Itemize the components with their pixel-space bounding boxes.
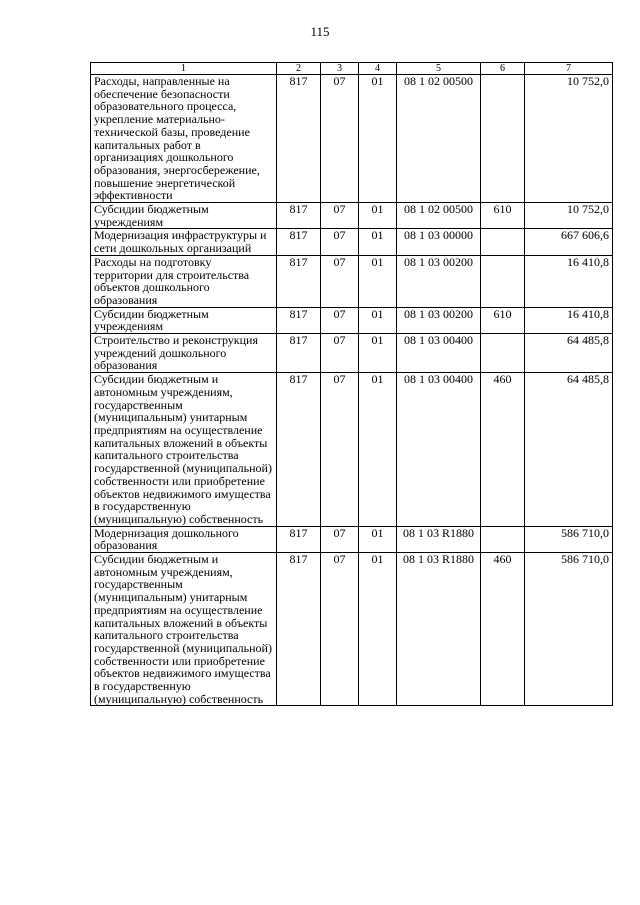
row-ved: 817 bbox=[277, 255, 321, 307]
row-sum: 64 485,8 bbox=[525, 334, 613, 373]
table-row bbox=[91, 373, 613, 526]
budget-table bbox=[90, 62, 613, 706]
row-ved: 817 bbox=[277, 334, 321, 373]
row-pr: 01 bbox=[359, 255, 397, 307]
row-vr bbox=[481, 75, 525, 203]
row-pr: 01 bbox=[359, 75, 397, 203]
row-vr bbox=[481, 229, 525, 255]
header-col-3: 3 bbox=[321, 63, 359, 75]
row-ved: 817 bbox=[277, 373, 321, 526]
row-pr: 01 bbox=[359, 373, 397, 526]
header-col-4: 4 bbox=[359, 63, 397, 75]
row-name: Субсидии бюджетным и автономным учреждениям, государственным (муниципальным) унитарным предприятиям на осуществление капитальных вложений в объекты капитального строительства государственной (муниципальной) собственности или приобретение объектов недвижимого имущества в государственную (муниципальную) собственность bbox=[91, 553, 277, 706]
row-vr: 460 bbox=[481, 553, 525, 706]
row-rz: 07 bbox=[321, 526, 359, 552]
row-ved: 817 bbox=[277, 229, 321, 255]
table-row bbox=[91, 307, 613, 333]
table-header-row bbox=[91, 63, 613, 75]
row-csr: 08 1 03 00400 bbox=[397, 334, 481, 373]
table-row bbox=[91, 75, 613, 203]
row-name: Модернизация дошкольного образования bbox=[91, 526, 277, 552]
table-row bbox=[91, 229, 613, 255]
header-col-2: 2 bbox=[277, 63, 321, 75]
row-sum: 667 606,6 bbox=[525, 229, 613, 255]
row-ved: 817 bbox=[277, 307, 321, 333]
row-csr: 08 1 03 00200 bbox=[397, 255, 481, 307]
header-col-1: 1 bbox=[91, 63, 277, 75]
row-rz: 07 bbox=[321, 75, 359, 203]
row-name: Субсидии бюджетным учреждениям bbox=[91, 203, 277, 229]
row-sum: 10 752,0 bbox=[525, 75, 613, 203]
row-ved: 817 bbox=[277, 203, 321, 229]
row-vr: 610 bbox=[481, 203, 525, 229]
row-rz: 07 bbox=[321, 203, 359, 229]
row-name: Модернизация инфраструктуры и сети дошкольных организаций bbox=[91, 229, 277, 255]
row-name: Субсидии бюджетным и автономным учреждениям, государственным (муниципальным) унитарным предприятиям на осуществление капитальных вложений в объекты капитального строительства государственной (муниципальной) собственности или приобретение объектов недвижимого имущества в государственную (муниципальную) собственность bbox=[91, 373, 277, 526]
row-csr: 08 1 02 00500 bbox=[397, 203, 481, 229]
row-name: Расходы на подготовку территории для строительства объектов дошкольного образования bbox=[91, 255, 277, 307]
row-rz: 07 bbox=[321, 307, 359, 333]
row-pr: 01 bbox=[359, 229, 397, 255]
row-rz: 07 bbox=[321, 255, 359, 307]
table-row bbox=[91, 553, 613, 706]
header-col-6: 6 bbox=[481, 63, 525, 75]
row-sum: 586 710,0 bbox=[525, 553, 613, 706]
row-pr: 01 bbox=[359, 553, 397, 706]
row-sum: 10 752,0 bbox=[525, 203, 613, 229]
row-rz: 07 bbox=[321, 229, 359, 255]
row-ved: 817 bbox=[277, 553, 321, 706]
row-pr: 01 bbox=[359, 526, 397, 552]
row-vr bbox=[481, 255, 525, 307]
row-csr: 08 1 02 00500 bbox=[397, 75, 481, 203]
row-csr: 08 1 03 R1880 bbox=[397, 553, 481, 706]
table-row bbox=[91, 334, 613, 373]
page-number: 115 bbox=[310, 24, 330, 39]
row-vr bbox=[481, 334, 525, 373]
row-pr: 01 bbox=[359, 203, 397, 229]
row-sum: 64 485,8 bbox=[525, 373, 613, 526]
table-row bbox=[91, 255, 613, 307]
row-vr: 610 bbox=[481, 307, 525, 333]
table-row bbox=[91, 203, 613, 229]
row-sum: 586 710,0 bbox=[525, 526, 613, 552]
header-col-7: 7 bbox=[525, 63, 613, 75]
row-csr: 08 1 03 R1880 bbox=[397, 526, 481, 552]
row-rz: 07 bbox=[321, 553, 359, 706]
row-csr: 08 1 03 00400 bbox=[397, 373, 481, 526]
row-csr: 08 1 03 00200 bbox=[397, 307, 481, 333]
row-rz: 07 bbox=[321, 334, 359, 373]
row-rz: 07 bbox=[321, 373, 359, 526]
header-col-5: 5 bbox=[397, 63, 481, 75]
row-ved: 817 bbox=[277, 75, 321, 203]
row-sum: 16 410,8 bbox=[525, 255, 613, 307]
row-name: Строительство и реконструкция учреждений дошкольного образования bbox=[91, 334, 277, 373]
row-name: Субсидии бюджетным учреждениям bbox=[91, 307, 277, 333]
row-vr: 460 bbox=[481, 373, 525, 526]
row-csr: 08 1 03 00000 bbox=[397, 229, 481, 255]
row-ved: 817 bbox=[277, 526, 321, 552]
row-vr bbox=[481, 526, 525, 552]
row-sum: 16 410,8 bbox=[525, 307, 613, 333]
table-row bbox=[91, 526, 613, 552]
row-pr: 01 bbox=[359, 307, 397, 333]
row-pr: 01 bbox=[359, 334, 397, 373]
row-name: Расходы, направленные на обеспечение безопасности образовательного процесса, укрепление материально-технической базы, проведение капитальных работ в организациях дошкольного образования, энергосбережение, повышение энергетической эффективности bbox=[91, 75, 277, 203]
